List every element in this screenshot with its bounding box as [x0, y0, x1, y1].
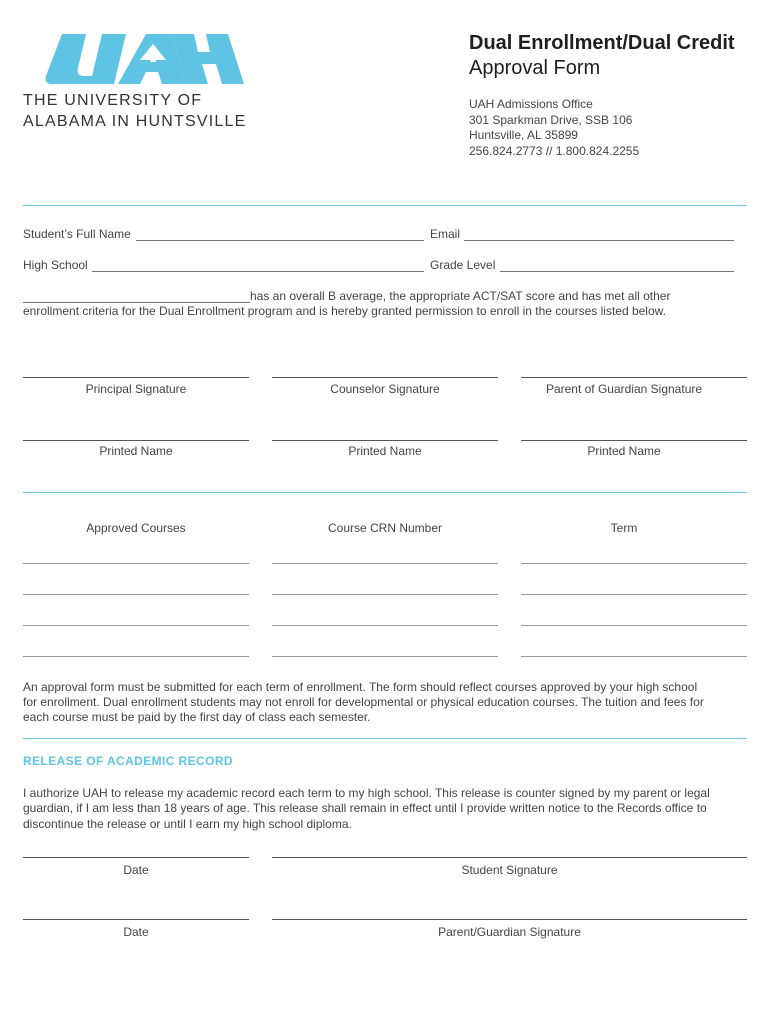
student-full-name-label: Student’s Full Name [23, 227, 131, 241]
course-field[interactable] [23, 563, 249, 564]
student-date-field[interactable] [23, 857, 249, 858]
notice-line3: each course must be paid by the first day of class each semester. [23, 710, 371, 724]
approved-courses-header: Approved Courses [86, 521, 186, 535]
student-signature-label: Student Signature [461, 863, 558, 877]
release-text-line3: discontinue the release or until I earn my high school diploma. [23, 817, 352, 831]
email-label: Email [430, 227, 461, 241]
parent-guardian-signature-label: Parent/Guardian Signature [438, 925, 581, 939]
statement-line1: has an overall B average, the appropriate ACT/SAT score and has met all other [250, 289, 671, 303]
principal-signature-field[interactable] [23, 377, 249, 378]
term-field[interactable] [521, 625, 747, 626]
term-field[interactable] [521, 656, 747, 657]
counselor-signature-field[interactable] [272, 377, 498, 378]
statement-line2: enrollment criteria for the Dual Enrollment program and is hereby granted permission to enroll in the courses listed below. [23, 304, 666, 318]
parent-printed-name-field[interactable] [521, 440, 747, 441]
release-section-title: RELEASE OF ACADEMIC RECORD [23, 754, 233, 768]
crn-field[interactable] [272, 594, 498, 595]
form-title: Dual Enrollment/Dual Credit [469, 32, 735, 54]
office-address-line2: Huntsville, AL 35899 [469, 128, 578, 142]
release-text-line2: guardian, if I am less than 18 years of age. This release shall remain in effect until I provide written notice to the Records office to [23, 801, 707, 815]
office-phone: 256.824.2773 // 1.800.824.2255 [469, 144, 640, 158]
office-name: UAH Admissions Office [469, 97, 593, 111]
counselor-printed-name-field[interactable] [272, 440, 498, 441]
course-field[interactable] [23, 625, 249, 626]
divider-middle [23, 492, 747, 493]
course-crn-header: Course CRN Number [327, 521, 443, 535]
email-field[interactable] [464, 240, 734, 241]
grade-level-label: Grade Level [430, 258, 496, 272]
university-name-line2: ALABAMA IN HUNTSVILLE [23, 113, 247, 130]
crn-field[interactable] [272, 625, 498, 626]
term-header: Term [610, 521, 638, 535]
student-signature-field[interactable] [272, 857, 747, 858]
parent-printed-name-label: Printed Name [587, 444, 661, 458]
parent-date-field[interactable] [23, 919, 249, 920]
parent-date-label: Date [123, 925, 149, 939]
divider-bottom [23, 738, 747, 739]
notice-line2: for enrollment. Dual enrollment students may not enroll for developmental or physical education courses. The tuition and fees for [23, 695, 704, 709]
release-text-line1: I authorize UAH to release my academic record each term to my high school. This release is counter signed by my parent or legal [23, 786, 710, 800]
student-name-blank-field[interactable] [23, 302, 250, 303]
form-subtitle: Approval Form [469, 57, 601, 79]
principal-printed-name-label: Printed Name [99, 444, 173, 458]
student-full-name-field[interactable] [136, 240, 424, 241]
counselor-signature-label: Counselor Signature [330, 382, 440, 396]
principal-signature-label: Principal Signature [85, 382, 187, 396]
high-school-label: High School [23, 258, 88, 272]
term-field[interactable] [521, 594, 747, 595]
student-date-label: Date [123, 863, 149, 877]
notice-line1: An approval form must be submitted for each term of enrollment. The form should reflect courses approved by your high school [23, 680, 698, 694]
counselor-printed-name-label: Printed Name [348, 444, 422, 458]
crn-field[interactable] [272, 563, 498, 564]
high-school-field[interactable] [92, 271, 424, 272]
principal-printed-name-field[interactable] [23, 440, 249, 441]
parent-signature-label: Parent of Guardian Signature [545, 382, 703, 396]
office-address-line1: 301 Sparkman Drive, SSB 106 [469, 113, 633, 127]
grade-level-field[interactable] [500, 271, 734, 272]
course-field[interactable] [23, 594, 249, 595]
logo-letter-u [46, 34, 126, 84]
crn-field[interactable] [272, 656, 498, 657]
university-name-line1: THE UNIVERSITY OF [23, 92, 203, 109]
parent-signature-field[interactable] [521, 377, 747, 378]
divider-top [23, 205, 747, 206]
parent-guardian-signature-field[interactable] [272, 919, 747, 920]
course-field[interactable] [23, 656, 249, 657]
term-field[interactable] [521, 563, 747, 564]
